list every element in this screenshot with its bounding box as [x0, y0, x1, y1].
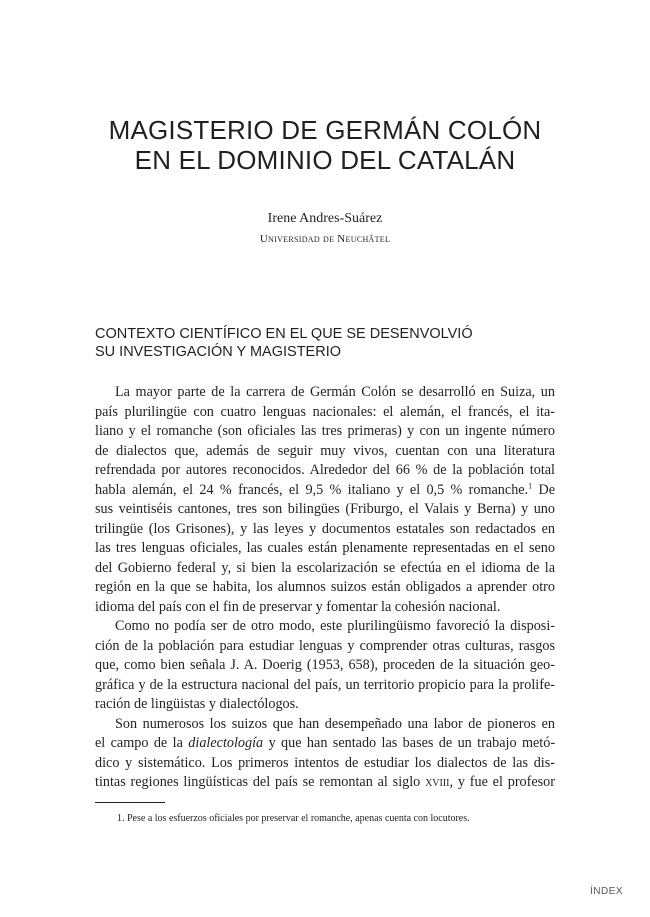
body-line: Como no podía ser de otro modo, este plurilingüismo favoreció la disposi- — [115, 618, 555, 634]
footnote-number: 1. — [117, 813, 125, 824]
body-line: gráfica y de la estructura nacional del país, un territorio propicio para la prolife- — [95, 676, 555, 693]
body-line: que, como bien señala J. A. Doerig (1953, 658), proceden de la situación geo- — [95, 657, 555, 673]
body-line: sus veintiséis cantones, tres son bilingües (Friburgo, el Valais y Berna) y uno — [95, 501, 555, 517]
body-line: idioma del país con el fin de preservar y fomentar la cohesión nacional. — [95, 598, 501, 615]
body-line: dico y sistemático. Los primeros intentos de estudiar los dialectos de las dis- — [95, 754, 555, 771]
footnote-reference[interactable]: 1 — [528, 480, 533, 490]
body-line: tintas regiones lingüísticas del país se remontan al siglo xviii, y fue el profesor — [95, 774, 555, 790]
title-line-1: MAGISTERIO DE GERMÁN COLÓN — [108, 115, 542, 145]
author-name: Irene Andres-Suárez — [267, 211, 383, 226]
body-line: trilingüe (los Grisones), y las leyes y documentos estatales son redactados en — [95, 520, 555, 537]
footnote-separator — [95, 802, 165, 803]
body-line: el campo de la dialectología y que han sentado las bases de un trabajo metó- — [95, 735, 555, 751]
century-numeral: xviii — [425, 774, 450, 790]
author-affiliation: Universidad de Neuchâtel — [259, 233, 391, 245]
section-heading-line-1: CONTEXTO CIENTÍFICO EN EL QUE SE DESENVOLVIÓ — [95, 326, 473, 342]
body-line: La mayor parte de la carrera de Germán Colón se desarrolló en Suiza, un — [115, 384, 555, 400]
body-line: las tres lenguas oficiales, las cuales están plenamente representadas en el seno — [95, 540, 555, 556]
body-line: ración de lingüistas y dialectólogos. — [95, 696, 299, 712]
footnote-text: Pese a los esfuerzos oficiales por preservar el romanche, apenas cuenta con locutores. — [127, 813, 470, 824]
body-line: Son numerosos los suizos que han desempeñado una labor de pioneros en — [115, 715, 555, 732]
body-line: país plurilingüe con cuatro lenguas nacionales: el alemán, el francés, el ita- — [95, 403, 555, 420]
body-line: del Gobierno federal y, si bien la escolarización se efectúa en el idioma de la — [95, 559, 555, 576]
body-text — [95, 383, 555, 793]
emphasis-dialectologia: dialectología — [188, 735, 264, 751]
title-line-2: EN EL DOMINIO DEL CATALÁN — [134, 145, 516, 175]
body-line: ción de la población para estudiar lenguas y comprender otras culturas, rasgos — [95, 637, 555, 654]
body-line: habla alemán, el 24 % francés, el 9,5 % italiano y el 0,5 % romanche.$^1$ De — [95, 480, 555, 498]
section-heading-line-2: SU INVESTIGACIÓN Y MAGISTERIO — [95, 344, 342, 360]
section-heading — [95, 325, 473, 361]
body-line: liano y el romanche (son oficiales las tres primeras) y con un ingente número — [95, 423, 555, 439]
footnote — [117, 812, 470, 825]
body-line: región en la que se habita, los alumnos suizos están obligados a aprender otro — [95, 579, 555, 595]
page-title — [0, 115, 650, 175]
index-link[interactable]: ÍNDEX — [590, 886, 624, 897]
body-line: refrendada por autores reconocidos. Alrededor del 66 % de la población total — [95, 462, 555, 478]
body-line: de dialectos que, además de seguir muy vivos, cuentan con una literatura — [95, 442, 555, 459]
